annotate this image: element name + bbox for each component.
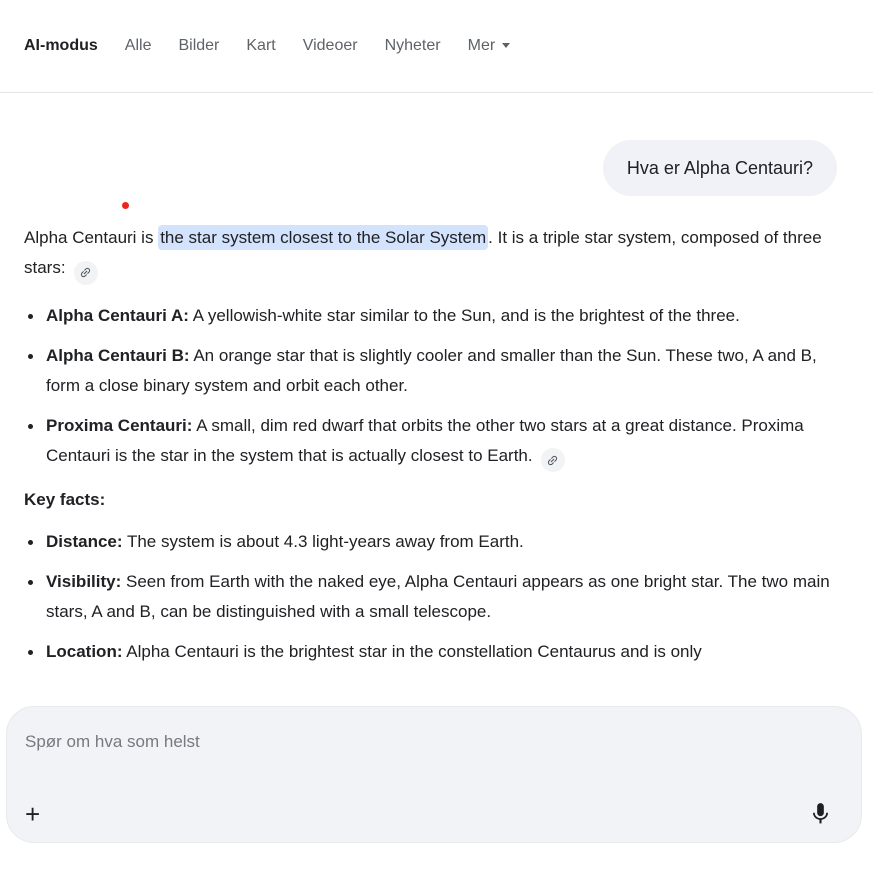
list-item-desc: The system is about 4.3 light-years away from Earth. <box>122 532 524 551</box>
search-header <box>0 0 873 93</box>
list-item-term: Alpha Centauri A: <box>46 305 189 325</box>
chat-area <box>0 140 873 667</box>
highlighted-snippet: the star system closest to the Solar System <box>158 225 488 250</box>
list-item-term: Distance: <box>46 532 123 551</box>
input-placeholder: Spør om hva som helst <box>25 732 200 751</box>
star-list <box>24 301 837 473</box>
list-item <box>24 301 837 331</box>
list-item <box>24 637 837 667</box>
intro-text-post: . It is a triple star system, composed of three stars: <box>24 228 822 277</box>
ask-anything-input[interactable] <box>6 706 862 843</box>
key-facts-list <box>24 527 837 667</box>
link-icon <box>543 451 561 469</box>
list-item <box>24 411 837 473</box>
list-item-desc: Alpha Centauri is the brightest star in the constellation Centaurus and is only <box>122 642 702 661</box>
red-recording-dot <box>122 202 129 209</box>
tab-ai-modus[interactable]: AI-modus <box>24 37 98 54</box>
tab-alle[interactable]: Alle <box>124 37 152 54</box>
link-icon <box>76 263 94 281</box>
intro-text-pre: Alpha Centauri is <box>24 228 159 247</box>
caret-down-icon <box>502 43 510 48</box>
tab-videoer[interactable]: Videoer <box>302 37 358 54</box>
tab-kart[interactable]: Kart <box>246 37 276 54</box>
user-message-row <box>24 140 837 196</box>
list-item-term: Proxima Centauri: <box>46 415 193 435</box>
tab-mer[interactable] <box>468 37 511 55</box>
key-facts-heading: Key facts: <box>24 490 106 509</box>
plus-icon: + <box>25 799 41 829</box>
search-tabs <box>24 37 510 55</box>
list-item <box>24 527 837 557</box>
list-item <box>24 341 837 401</box>
list-item-desc: A yellowish-white star similar to the Sun, and is the brightest of the three. <box>188 305 740 325</box>
citation-chip[interactable] <box>74 261 98 285</box>
voice-search-button[interactable] <box>808 801 833 826</box>
answer-intro <box>24 223 837 285</box>
list-item-term: Alpha Centauri B: <box>46 345 190 365</box>
list-item-desc: A small, dim red dwarf that orbits the other two stars at a great distance. Proxima Centauri is the star in the system that is actually closest to Earth. <box>46 415 804 465</box>
list-item-term: Visibility: <box>46 572 122 591</box>
list-item-desc: An orange star that is slightly cooler and smaller than the Sun. These two, A and B, form a close binary system and orbit each other. <box>46 345 817 395</box>
list-item-desc: Seen from Earth with the naked eye, Alpha Centauri appears as one bright star. The two main stars, A and B, can be distinguished with a small telescope. <box>46 572 830 621</box>
user-message-bubble: Hva er Alpha Centauri? <box>603 140 837 196</box>
tab-mer-label: Mer <box>467 37 496 54</box>
list-item <box>24 567 837 627</box>
mic-icon <box>808 801 833 826</box>
list-item-term: Location: <box>46 642 123 661</box>
tab-nyheter[interactable]: Nyheter <box>384 37 441 54</box>
add-button[interactable] <box>25 799 41 829</box>
tab-bilder[interactable]: Bilder <box>178 37 220 54</box>
citation-chip[interactable] <box>541 448 565 472</box>
ai-answer <box>24 223 837 667</box>
